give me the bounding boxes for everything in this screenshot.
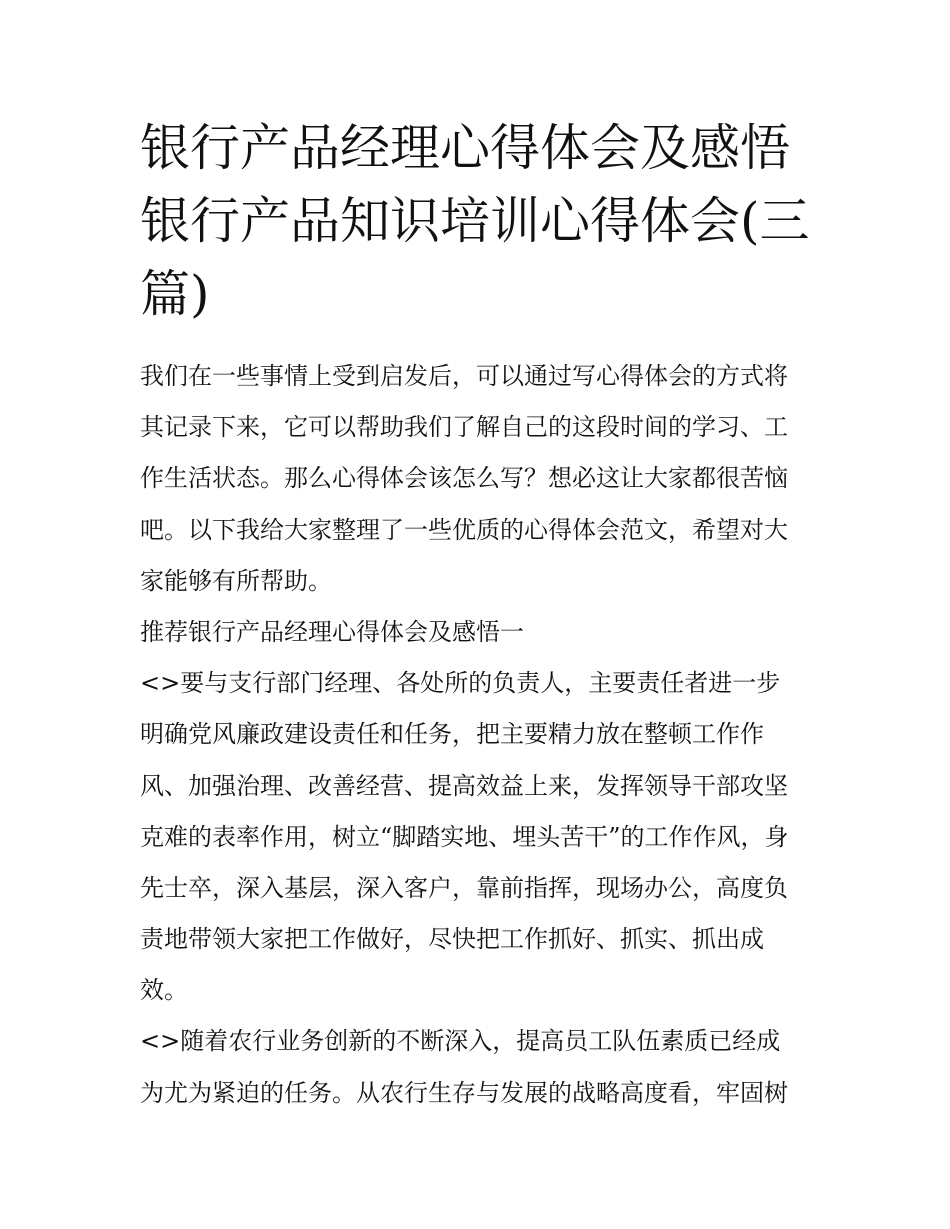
body-line: 明确党风廉政建设责任和任务，把主要精力放在整顿工作作 <box>140 720 764 749</box>
body-line: <>要与支行部门经理、各处所的负责人，主要责任者进一步 <box>140 669 781 698</box>
body-line: 吧。以下我给大家整理了一些优质的心得体会范文，希望对大 <box>140 515 788 544</box>
document-body <box>140 351 820 1119</box>
section-heading: 推荐银行产品经理心得体会及感悟一 <box>140 617 524 646</box>
document-title <box>140 112 820 331</box>
body-line: 克难的表率作用，树立“脚踏实地、埋头苦干”的工作作风，身 <box>140 822 789 851</box>
body-line: 风、加强治理、改善经营、提高效益上来，发挥领导干部攻坚 <box>140 771 788 800</box>
body-line: 我们在一些事情上受到启发后，可以通过写心得体会的方式将 <box>140 362 788 390</box>
title-line: 银行产品知识培训心得体会(三 <box>140 192 810 250</box>
body-line: 作生活状态。那么心得体会该怎么写？想必这让大家都很苦恼 <box>140 464 788 493</box>
body-line: <>随着农行业务创新的不断深入，提高员工队伍素质已经成 <box>140 1027 781 1056</box>
title-line: 银行产品经理心得体会及感悟 <box>140 119 790 177</box>
body-line: 家能够有所帮助。 <box>140 566 332 595</box>
title-line: 篇) <box>140 265 210 323</box>
body-line: 效。 <box>140 976 188 1005</box>
document-page <box>140 112 820 1119</box>
body-line: 先士卒，深入基层，深入客户，靠前指挥，现场办公，高度负 <box>140 873 788 902</box>
body-line: 其记录下来，它可以帮助我们了解自己的这段时间的学习、工 <box>140 413 788 442</box>
body-line: 责地带领大家把工作做好，尽快把工作抓好、抓实、抓出成 <box>140 925 764 954</box>
body-line: 为尤为紧迫的任务。从农行生存与发展的战略高度看，牢固树 <box>140 1078 788 1107</box>
